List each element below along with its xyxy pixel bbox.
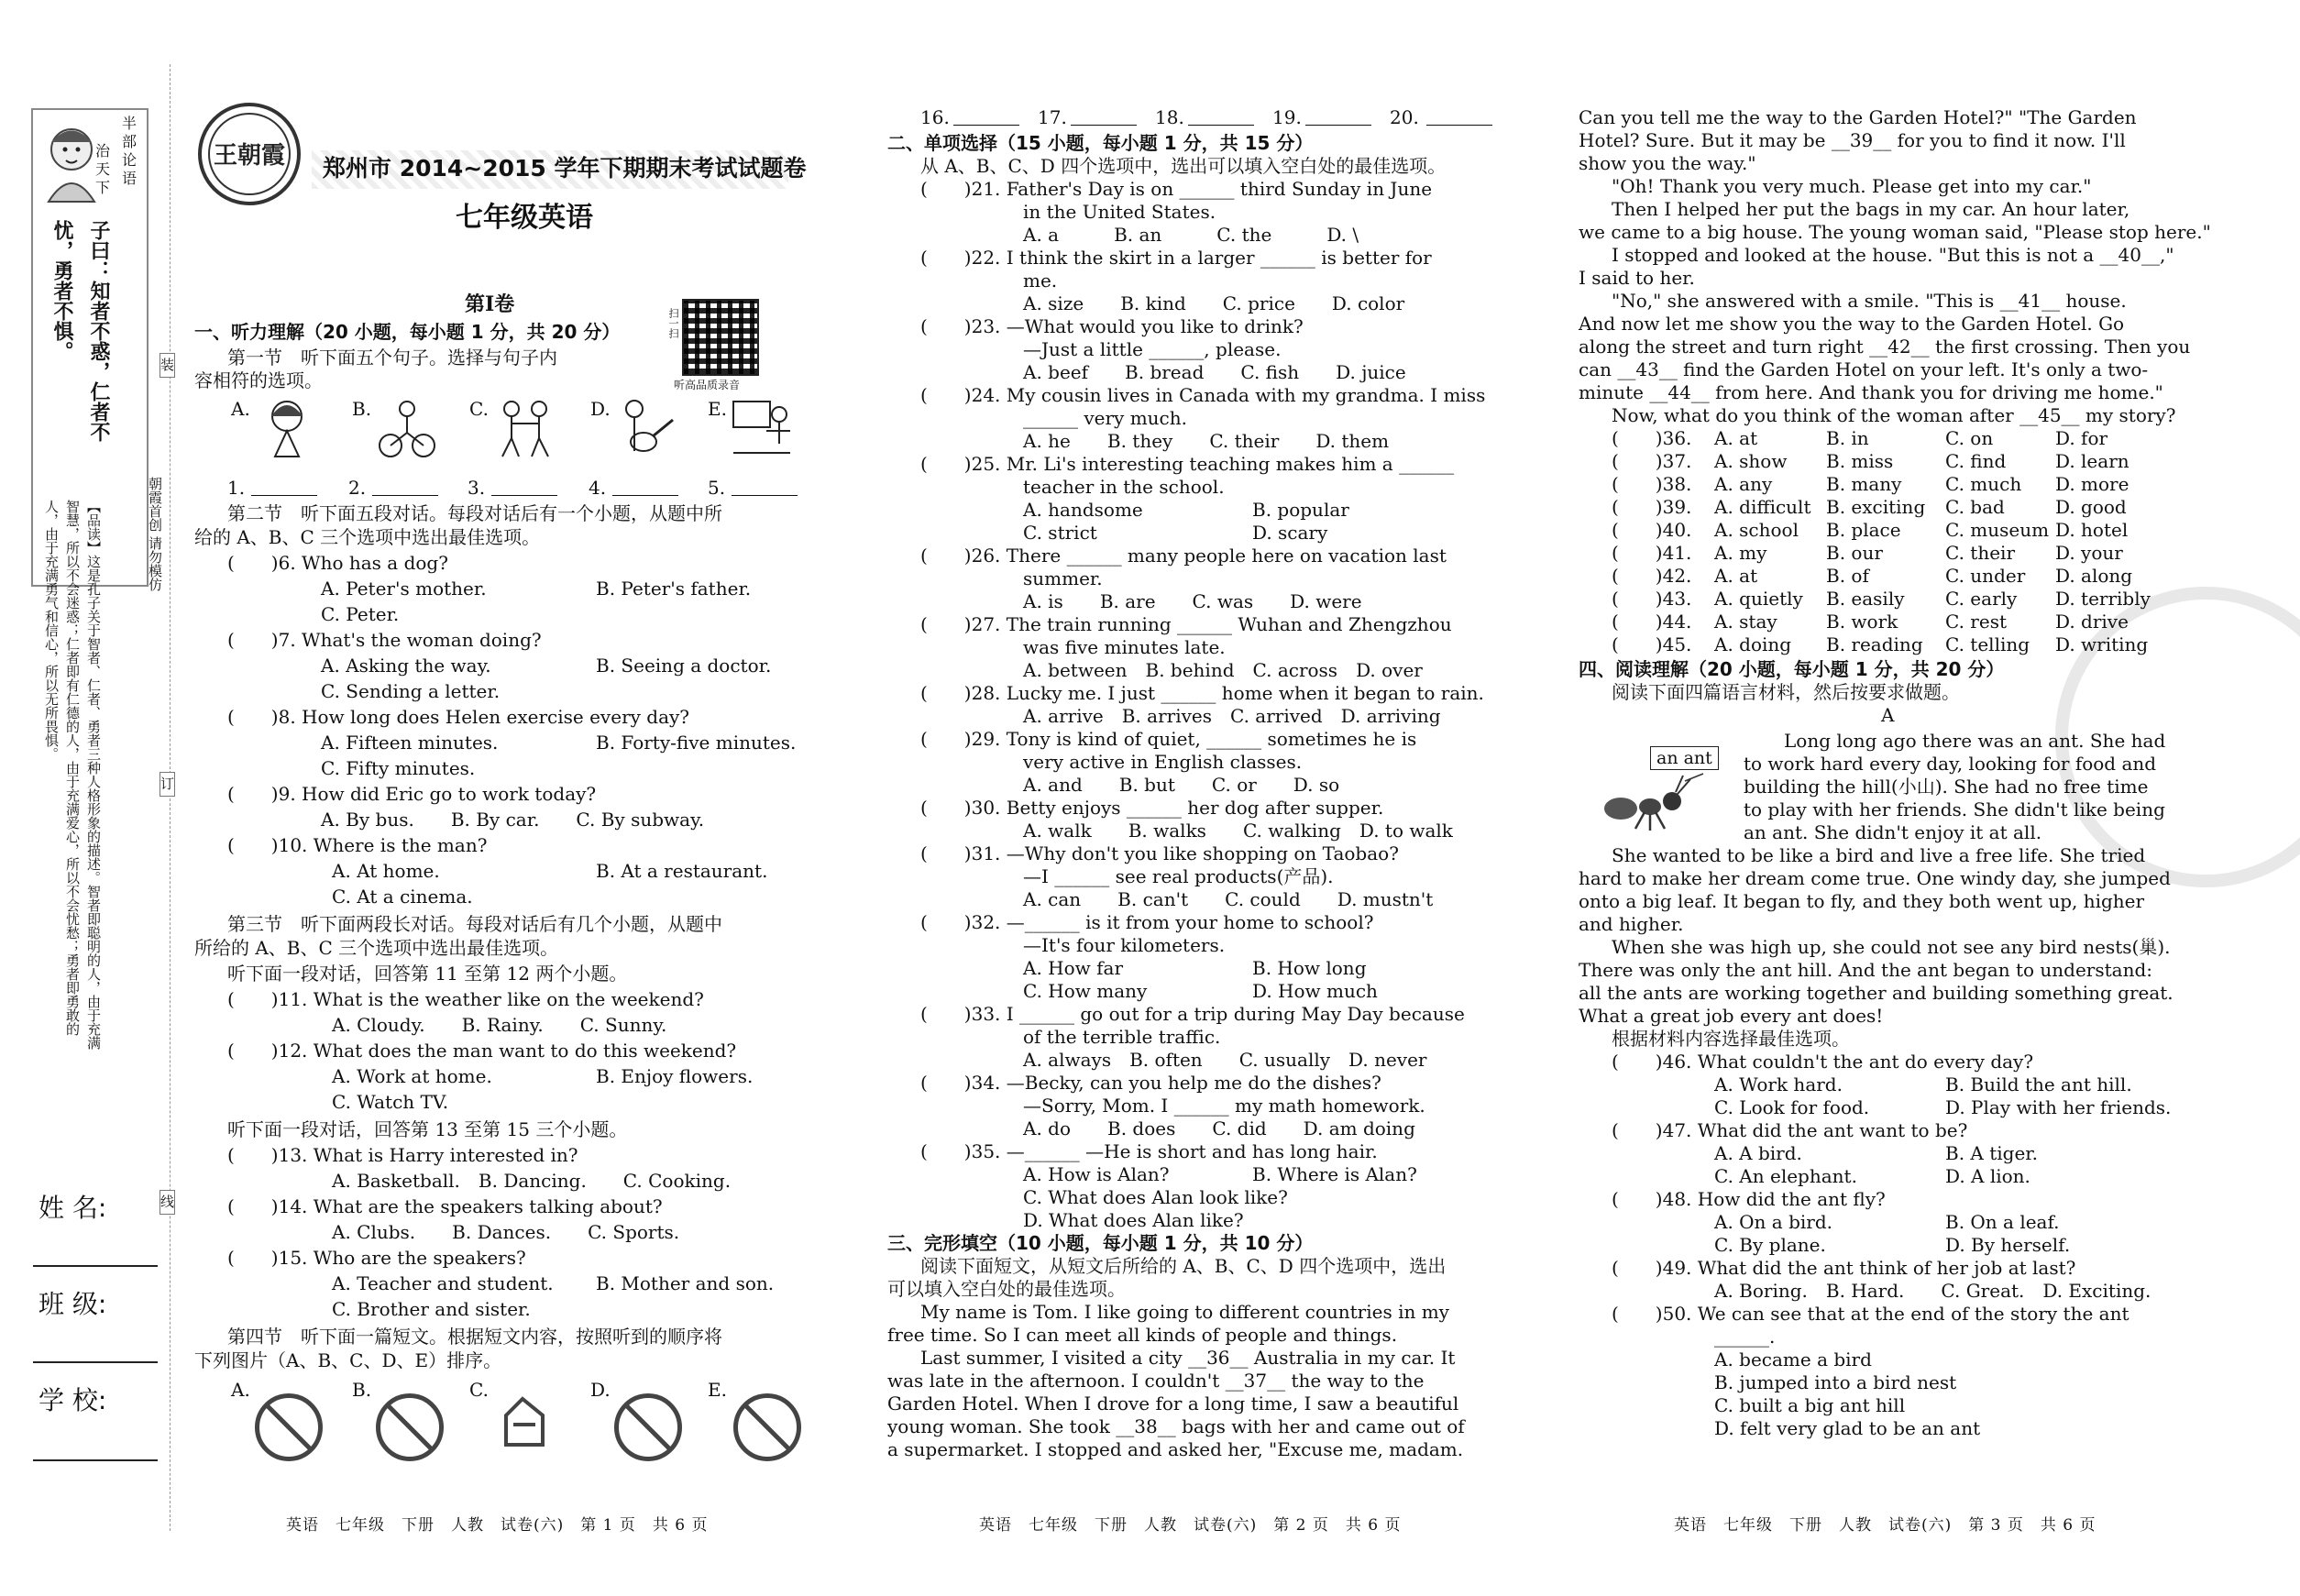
q13-stem: ( )13. What is Harry interested in? xyxy=(227,1144,578,1166)
part4-line1: 第四节 听下面一篇短文。根据短文内容，按照听到的顺序将 xyxy=(227,1326,722,1348)
girl-picture xyxy=(255,396,319,460)
part2-line1: 第二节 听下面五段对话。每段对话后有一个小题，从题中所 xyxy=(227,502,722,524)
brand-logo xyxy=(194,99,304,209)
answer-blank-17[interactable] xyxy=(1071,125,1137,126)
answer-blank-5[interactable] xyxy=(732,495,798,496)
page1-footer: 英语 七年级 下册 人教 试卷(六) 第 1 页 共 6 页 xyxy=(286,1516,709,1535)
answer-blank-19[interactable] xyxy=(1305,125,1371,126)
gutter-quote: 子曰：知者不惑，仁者不忧，勇者不惧。 xyxy=(50,220,111,442)
qr-caption-side: 扫一扫 xyxy=(667,308,679,338)
dancing-picture xyxy=(493,396,557,460)
cut-line xyxy=(170,64,171,1531)
q8-stem: ( )8. How long does Helen exercise every day? xyxy=(227,706,690,728)
reading-instruction: 根据材料内容选择最佳选项。 xyxy=(1612,1028,1850,1050)
q7-stem: ( )7. What's the woman doing? xyxy=(227,629,542,651)
part2-line2: 给的 A、B、C 三个选项中选出最佳选项。 xyxy=(194,526,541,548)
section4-title: 四、阅读理解（20 小题，每小题 1 分，共 20 分） xyxy=(1579,658,2005,680)
q6-stem: ( )6. Who has a dog? xyxy=(227,552,448,574)
q12-stem: ( )12. What does the man want to do this weekend? xyxy=(227,1040,737,1062)
section3-intro-2: 可以填入空白处的最佳选项。 xyxy=(887,1278,1126,1300)
q11-stem: ( )11. What is the weather like on the weekend? xyxy=(227,988,704,1010)
guitar-picture xyxy=(612,396,677,460)
hand-sign-icon xyxy=(495,1388,554,1452)
q9-stem: ( )9. How did Eric go to work today? xyxy=(227,783,597,805)
answer-blank-3[interactable] xyxy=(491,495,557,496)
qr-code[interactable] xyxy=(682,299,759,376)
answer-blank-4[interactable] xyxy=(612,495,678,496)
gutter-pindu: 【品读】这是孔子关于智者、仁者、勇者三种人格形象的描述。智者即聪明的人，由于充满智慧，所以不会迷惑；仁者即有仁德的人，由于充满爱心，所以不会忧愁；勇者即勇敢的人，由于充满勇气和信心，所以无所畏惧。 xyxy=(43,500,102,1050)
class-field[interactable] xyxy=(33,1361,158,1363)
no-camera-sign-icon xyxy=(376,1393,444,1461)
page3-footer: 英语 七年级 下册 人教 试卷(六) 第 3 页 共 6 页 xyxy=(1674,1516,2096,1535)
name-field[interactable] xyxy=(33,1265,158,1267)
svg-text:王朝霞: 王朝霞 xyxy=(213,142,286,170)
gutter-vertical-title-2: 治 天 下 xyxy=(94,142,110,196)
part3-line1: 第三节 听下面两段长对话。每段对话后有几个小题，从题中 xyxy=(227,913,722,935)
section2-intro: 从 A、B、C、D 四个选项中，选出可以填入空白处的最佳选项。 xyxy=(920,155,1447,177)
class-label: 班 级: xyxy=(39,1289,107,1319)
volume-label: 第Ⅰ卷 xyxy=(465,292,515,316)
page2-footer: 英语 七年级 下册 人教 试卷(六) 第 2 页 共 6 页 xyxy=(979,1516,1402,1535)
ant-illustration xyxy=(1593,772,1722,836)
gutter-vertical-title: 半 部 论 语 xyxy=(121,115,137,187)
qr-caption: 听高品质录音 xyxy=(674,379,741,391)
section3-intro-1: 阅读下面短文，从短文后所给的 A、B、C、D 四个选项中，选出 xyxy=(920,1255,1447,1277)
dialog2-intro: 听下面一段对话，回答第 13 至第 15 三个小题。 xyxy=(227,1118,628,1140)
answer-blank-18[interactable] xyxy=(1188,125,1254,126)
school-field[interactable] xyxy=(33,1459,158,1461)
classroom-picture xyxy=(730,396,794,460)
name-label: 姓 名: xyxy=(39,1193,107,1223)
gutter-side-text: 朝霞首创 请勿模仿 xyxy=(147,477,163,591)
exam-subtitle: 七年级英语 xyxy=(456,202,593,234)
part3-line2: 所给的 A、B、C 三个选项中选出最佳选项。 xyxy=(194,937,559,959)
part1-line2: 容相符的选项。 xyxy=(194,369,323,391)
cut-mark-3: 线 xyxy=(160,1190,175,1215)
cut-mark-2: 订 xyxy=(160,772,175,797)
part4-line2: 下列图片（A、B、C、D、E）排序。 xyxy=(194,1349,502,1371)
part1-line1: 第一节 听下面五个句子。选择与句子内 xyxy=(227,347,557,369)
exam-title: 郑州市 2014~2015 学年下期期末考试试题卷 xyxy=(323,155,807,182)
cut-mark-1: 装 xyxy=(160,353,175,378)
section3-title: 三、完形填空（10 小题，每小题 1 分，共 10 分） xyxy=(887,1232,1314,1254)
no-food-sign-icon xyxy=(255,1393,323,1461)
answer-blank-2[interactable] xyxy=(372,495,438,496)
q14-stem: ( )14. What are the speakers talking about? xyxy=(227,1195,663,1217)
passage-a-label: A xyxy=(1881,704,1895,726)
page-3: Can you tell me the way to the Garden Hotel?" "The Garden Hotel? Sure. But it may be __39__ for you to find it now. I'll show you the way." "Oh! Thank you very much. Please get into my car." Then I helped her put the bags in my car. An hour later, we came to a big house. The young woman said, "Please stop here." I stopped and looked at the house. "But this is not a __40__," I said to her. "No," she answered with a smile. "This is __41__ house. And now let me show you the way to the Garden Hotel. Go along the street and turn right __42__ the first crossing. Then you can __43__ find the Garden Hotel on your left. It's only a two- minute __44__ from here. And thank you for driving me home." Now, what do you think of the woman after __45__ my story? ( )36. A. at B. in C. on D. for ( )37. A. show B. miss C. find D. learn ( )38. A. any B. many C. much D. more ( )39. A. difficult B. exciting C. bad D. good ( )40. A. school B. place C. museum D. hotel ( )41. A. my B. our C. their D. your ( )42. A. at B. of C. under D. along ( )43. A. quietly B. easily C. early D. terribly ( )44. A. stay B. work C. rest D. drive ( )45. A. doing B. reading C. telling D. writing 四、阅读理解（20 小题，每小题 1 分，共 20 分） 阅读下面四篇语言材料，然后按要求做题。 A an ant Long long ago there was an ant. She had to work hard every day, looking for food and building the hill(小山). She had no free time to play with her friends. She didn't like being an ant. She didn't enjoy it at all. She wanted to be like a bird and live a free life. She tried hard to make her dream come true. One windy day, she jumped onto a big leaf. It began to fly, and they both went up, higher and higher. When she was high up, she could not see any bird nests(巢). There was only the ant hill. And the ant began to understand: all the ants are working together and building something great. What a great job every ant does! 根据材料内容选择最佳选项。 ( )46. What couldn't the ant do every day? A. Work hard. B. Build the ant hill. C. Look for food. D. Play with her friends. ( )47. What did the ant want to be? A. A bird. B. A tiger. C. An elephant. D. A lion. ( )48. How did the ant fly? A. On a bird. B. On a leaf. C. By plane. D. By herself. ( )49. What did the ant think of her job at last? A. Boring. B. Hard. C. Great. D. Exciting. ( )50. We can see that at the end of the story the ant ______. A. became a bird B. jumped into a bird nest C. built a big ant hill D. felt very glad to be an ant 英语 七年级 下册 人教 试卷(六) 第 3 页 共 6 页 xyxy=(1579,0,2202,1596)
q10-stem: ( )10. Where is the man? xyxy=(227,834,488,856)
answer-blank-16[interactable] xyxy=(953,125,1019,126)
answer-blank-20[interactable] xyxy=(1426,125,1492,126)
q15-stem: ( )15. Who are the speakers? xyxy=(227,1247,526,1269)
bike-picture xyxy=(374,396,438,460)
ant-label-box: an ant xyxy=(1650,746,1719,770)
section2-title: 二、单项选择（15 小题，每小题 1 分，共 15 分） xyxy=(887,132,1314,154)
no-music-sign-icon xyxy=(733,1393,801,1461)
page-1: 王朝霞 郑州市 2014~2015 学年下期期末考试试题卷 七年级英语 第Ⅰ卷 听高品质录音 扫一扫 一、听力理解（20 小题，每小题 1 分，共 20 分） 第一节 听下面五个句子。选择与句子内 容相符的选项。 A. B. C. D. E. 1. 2. 3. 4. 5. 第二节 听下面五段对话。每段对话后有一个小题，从题中所 给的 A、B、C 三个选项中选出最佳选项。 ( )6. Who has a dog? A. Peter's mother. B. Peter's father. C. Peter. ( )7. What's the woman doing? A. Asking the way. B. Seeing a doctor. C. Sending a letter. ( )8. How long does Helen exercise every day? A. Fifteen minutes. B. Forty-five minutes. C. Fifty minutes. ( )9. How did Eric go to work today? A. By bus. B. By car. C. By subway. ( )10. Where is the man? A. At home. B. At a restaurant. C. At a cinema. 第三节 听下面两段长对话。每段对话后有几个小题，从题中 所给的 A、B、C 三个选项中选出最佳选项。 听下面一段对话，回答第 11 至第 12 两个小题。 ( )11. What is the weather like on the weekend? A. Cloudy. B. Rainy. C. Sunny. ( )12. What does the man want to do this weekend? A. Work at home. B. Enjoy flowers. C. Watch TV. 听下面一段对话，回答第 13 至第 15 三个小题。 ( )13. What is Harry interested in? A. Basketball. B. Dancing. C. Cooking. ( )14. What are the speakers talking about? A. Clubs. B. Dances. C. Sports. ( )15. Who are the speakers? A. Teacher and student. B. Mother and son. C. Brother and sister. 第四节 听下面一篇短文。根据短文内容，按照听到的顺序将 下列图片（A、B、C、D、E）排序。 A. B. C. D. E. 英语 七年级 下册 人教 试卷(六) 第 1 页 共 6 页 xyxy=(194,0,818,1596)
school-label: 学 校: xyxy=(39,1385,107,1415)
section1-title: 一、听力理解（20 小题，每小题 1 分，共 20 分） xyxy=(194,321,621,343)
no-smoking-sign-icon xyxy=(614,1393,682,1461)
section4-intro: 阅读下面四篇语言材料，然后按要求做题。 xyxy=(1612,681,1960,703)
answer-blank-1[interactable] xyxy=(251,495,317,496)
dialog1-intro: 听下面一段对话，回答第 11 至第 12 两个小题。 xyxy=(227,963,628,985)
page-2: 16. 17. 18. 19. 20. 二、单项选择（15 小题，每小题 1 分，共 15 分） 从 A、B、C、D 四个选项中，选出可以填入空白处的最佳选项。 ( )21. Father's Day is on ______ third Sunday in June in the United States. A. a B. an C. the D. \ ( )22. I think the skirt in a larger ______ is better for me. A. size B. kind C. price D. color ( )23. —What would you like to drink? —Just a little ______, please. A. beef B. bread C. fish D. juice ( )24. My cousin lives in Canada with my grandma. I miss ______ very much. A. he B. they C. their D. them ( )25. Mr. Li's interesting teaching makes him a ______ teacher in the school. A. handsome B. popular C. strict D. scary ( )26. There ______ many people here on vacation last summer. A. is B. are C. was D. were ( )27. The train running ______ Wuhan and Zhengzhou was five minutes late. A. between B. behind C. across D. over ( )28. Lucky me. I just ______ home when it began to rain. A. arrive B. arrives C. arrived D. arriving ( )29. Tony is kind of quiet, ______ sometimes he is very active in English classes. A. and B. but C. or D. so ( )30. Betty enjoys ______ her dog after supper. A. walk B. walks C. walking D. to walk ( )31. —Why don't you like shopping on Taobao? —I ______ see real products(产品). A. can B. can't C. could D. mustn't ( )32. —______ is it from your home to school? —It's four kilometers. A. How far B. How long C. How many D. How much ( )33. I ______ go out for a trip during May Day because of the terrible traffic. A. always B. often C. usually D. never ( )34. —Becky, can you help me do the dishes? —Sorry, Mom. I ______ my math homework. A. do B. does C. did D. am doing ( )35. —______ —He is short and has long hair. A. How is Alan? B. Where is Alan? C. What does Alan look like? D. What does Alan like? 三、完形填空（10 小题，每小题 1 分，共 10 分） 阅读下面短文，从短文后所给的 A、B、C、D 四个选项中，选出 可以填入空白处的最佳选项。 My name is Tom. I like going to different countries in my free time. So I can meet all kinds of people and things. Last summer, I visited a city __36__ Australia in my car. It was late in the afternoon. I couldn't __37__ the way to the Garden Hotel. When I drove for a long time, I saw a beautiful young woman. She took __38__ bags with her and came out of a supermarket. I stopped and asked her, "Excuse me, madam. 英语 七年级 下册 人教 试卷(六) 第 2 页 共 6 页 xyxy=(887,0,1502,1596)
